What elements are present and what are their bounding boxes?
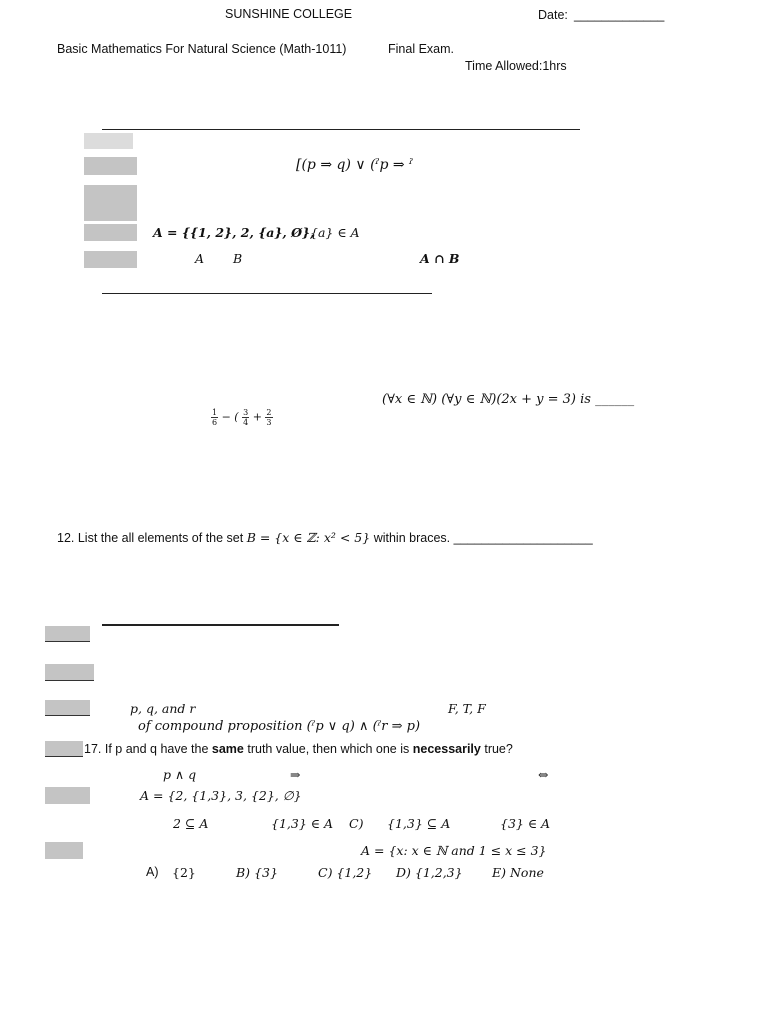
option-d: {3} ∈ A	[500, 816, 551, 831]
quantifier-statement: (∀x ∈ ℕ) (∀y ∈ ℕ)(2x + y = 3) is ______	[382, 392, 635, 407]
question-number-blank	[45, 680, 94, 681]
option-b: {1,3} ∈ A	[271, 816, 334, 831]
redaction-block	[45, 787, 90, 804]
set-a-label: A	[195, 251, 205, 266]
fraction-1: $\frac{1}{6}$	[212, 408, 218, 427]
redaction-block	[84, 251, 137, 268]
course-title: Basic Mathematics For Natural Science (Math-1011)	[57, 42, 347, 56]
set-b-label: B	[233, 251, 243, 266]
redaction-block	[84, 224, 137, 241]
redaction-block	[84, 157, 137, 175]
answer-blank: ____________________	[453, 531, 593, 545]
set-a-definition-3: A = {x: x ∈ ℕ and 1 ≤ x ≤ 3}	[361, 843, 547, 858]
answer-a: {2}	[172, 865, 196, 880]
compound-proposition: of compound proposition (ˀp ∨ q) ∧ (ˀr ⇒ p)	[138, 719, 421, 734]
fraction-3: $\frac{2}{3}$	[266, 408, 272, 427]
logic-formula: [(p ⇒ q) ∨ (ˀp ⇒ ˀ	[296, 157, 413, 173]
date-label: Date:	[538, 8, 568, 22]
question-number-blank	[45, 715, 90, 716]
answer-a-label: A)	[146, 865, 159, 879]
membership-statement: {a} ∈ A	[310, 225, 360, 240]
p-and-q: p ∧ q	[163, 767, 197, 782]
question-17: 17. If p and q have the same truth value, then which one is necessarily true?	[84, 742, 513, 756]
fraction-2: $\frac{3}{4}$	[243, 408, 249, 427]
intersection-expr: A ∩ B	[420, 251, 460, 266]
set-a-definition-2: A = {2, {1,3}, 3, {2}, ∅}	[140, 788, 302, 803]
section-divider-3	[102, 624, 339, 626]
question-number-blank	[45, 641, 90, 642]
redaction-block	[45, 741, 83, 756]
option-a: 2 ⊆ A	[173, 816, 209, 831]
time-allowed: Time Allowed:1hrs	[465, 59, 567, 73]
redaction-block	[45, 700, 90, 715]
section-divider-2	[102, 293, 432, 294]
set-a-definition: A = {{1, 2}, 2, {a}, Ø},	[153, 225, 315, 240]
redaction-block	[45, 842, 83, 859]
redaction-block	[84, 185, 137, 221]
option-c: {1,3} ⊆ A	[387, 816, 451, 831]
implies-symbol: ⇒	[290, 767, 301, 782]
proposition-variables: p, q, and r	[130, 701, 196, 716]
option-c-label: C)	[349, 816, 364, 831]
fraction-expression: $\frac{1}{6}$ − ( $\frac{3}{4}$ + $\frac{2}{3}$	[212, 408, 272, 427]
college-name: SUNSHINE COLLEGE	[225, 7, 353, 21]
question-number-blank	[45, 756, 83, 757]
truth-values: F, T, F	[448, 701, 486, 716]
answer-c: C) {1,2}	[318, 865, 373, 880]
date-blank: _____________	[574, 8, 665, 22]
answer-e: E) None	[492, 865, 544, 880]
iff-symbol: ⇔	[538, 767, 549, 782]
redaction-block	[84, 133, 133, 149]
section-divider-1	[102, 129, 580, 130]
set-b-expr: B = {x ∈ ℤ: x² < 5}	[246, 530, 371, 545]
redaction-block	[45, 664, 94, 680]
question-12: 12. List the all elements of the set B = {x ∈ ℤ: x² < 5} within braces. ____________________	[57, 530, 593, 545]
answer-d: D) {1,2,3}	[396, 865, 463, 880]
answer-b: B) {3}	[236, 865, 278, 880]
exam-type: Final Exam.	[388, 42, 454, 56]
redaction-block	[45, 626, 90, 641]
